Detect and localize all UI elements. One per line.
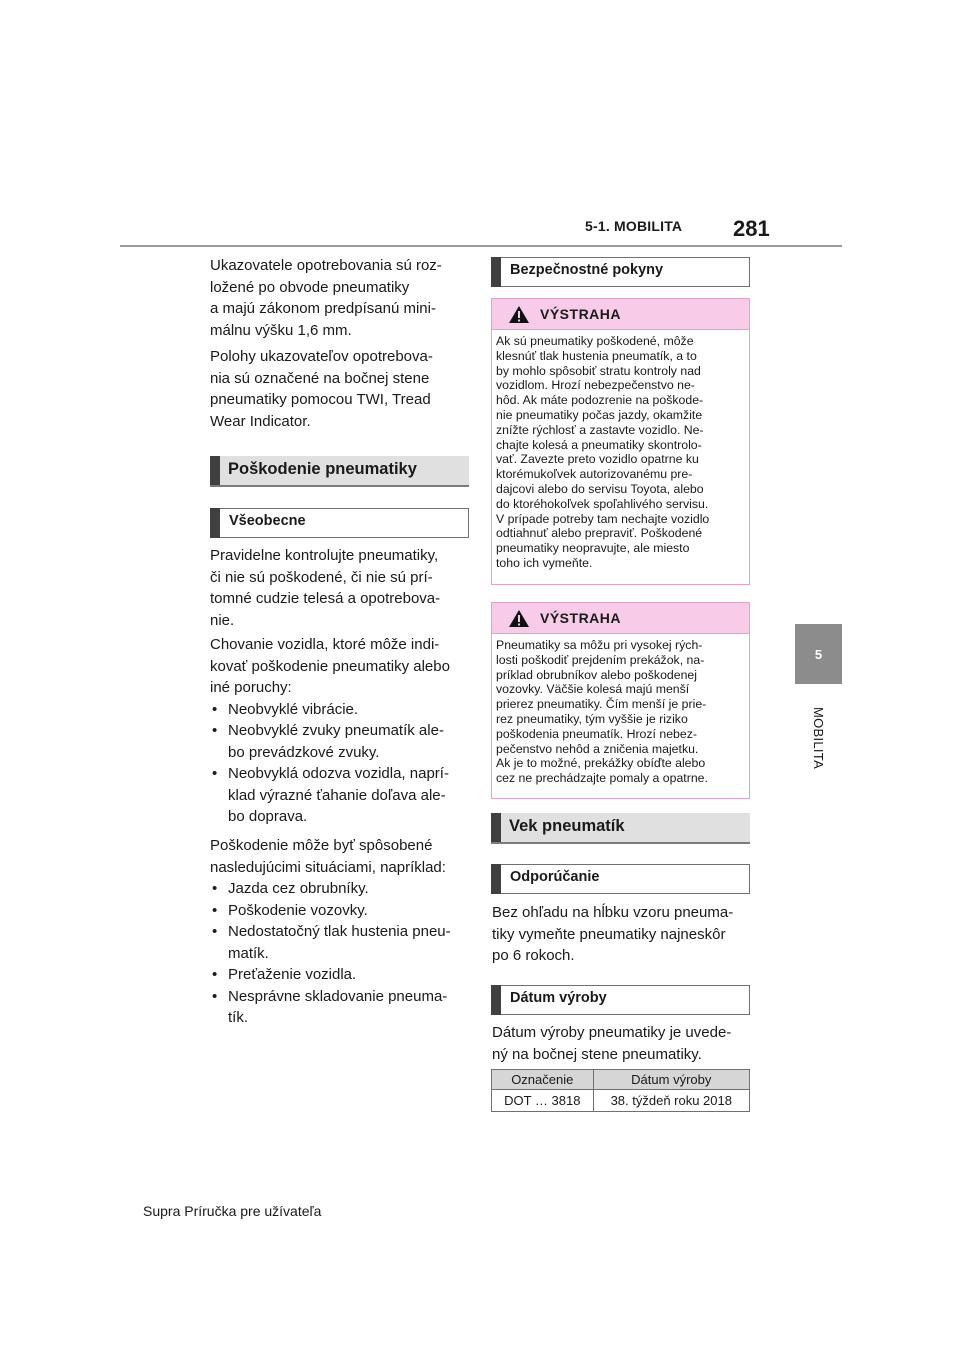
- heading-text: Poškodenie pneumatiky: [228, 460, 417, 478]
- warning-text-line: poškodenia pneumatík. Hrozí nebez-: [496, 726, 697, 741]
- warning-title: VÝSTRAHA: [540, 306, 622, 322]
- text-line: nasledujúcimi situáciami, napríklad:: [210, 858, 446, 876]
- subheading-bar: [491, 985, 501, 1015]
- footer-text: Supra Príručka pre užívateľa: [143, 1203, 322, 1219]
- page-number: 281: [733, 216, 770, 241]
- list-item: [210, 720, 472, 763]
- text-line: bo doprava.: [228, 808, 308, 825]
- subheading-text: Bezpečnostné pokyny: [510, 262, 664, 278]
- warning-box-1: [491, 298, 750, 585]
- warning-text-line: dajcovi alebo do servisu Toyota, alebo: [496, 481, 704, 496]
- text-line: pneumatiky pomocou TWI, Tread: [210, 391, 431, 408]
- text-line: • Nesprávne skladovanie pneuma-: [228, 987, 448, 1005]
- heading-text: Vek pneumatík: [509, 817, 625, 835]
- warning-text: [492, 330, 749, 571]
- section-title: 5-1. MOBILITA: [585, 218, 683, 234]
- heading-tire-damage: [210, 456, 469, 487]
- header-rule: [120, 245, 842, 247]
- list-item: [210, 699, 472, 721]
- heading-bar: [491, 813, 501, 842]
- warning-text-line: hôd. Ak máte podozrenie na poškode-: [496, 393, 704, 408]
- warning-text-line: by mohlo spôsobiť stratu kontroly nad: [496, 363, 701, 378]
- warning-text-line: odtiahnuť alebo prepraviť. Poškodené: [496, 526, 703, 541]
- intro-paragraph-2: [210, 346, 470, 432]
- list-item: [210, 964, 472, 986]
- table-header-cell: Dátum výroby: [593, 1070, 749, 1090]
- warning-text-line: do ktoréhokoľvek spoľahlivého servisu.: [496, 496, 709, 511]
- text-line: Wear Indicator.: [210, 412, 311, 430]
- subheading-bar: [210, 508, 220, 538]
- recommendation-paragraph: [492, 902, 754, 967]
- list-item: [210, 878, 472, 900]
- warning-text-line: ktorémukoľvek autorizovanému pre-: [496, 467, 693, 482]
- heading-bar: [210, 456, 220, 485]
- text-line: bo prevádzkové zvuky.: [228, 743, 380, 761]
- text-line: tík.: [228, 1009, 249, 1026]
- list-item: [210, 900, 472, 922]
- text-line: ložené po obvode pneumatiky: [210, 278, 410, 296]
- chapter-tab: [795, 624, 842, 684]
- text-line: tomné cudzie telesá a opotrebova-: [210, 590, 441, 607]
- table-header-row: [492, 1070, 750, 1090]
- list-item: [210, 986, 472, 1029]
- text-line: • Nedostatočný tlak hustenia pneu-: [228, 923, 451, 940]
- list-item: [210, 921, 472, 964]
- text-line: Polohy ukazovateľov opotrebova-: [210, 348, 433, 365]
- warning-header: [492, 299, 749, 330]
- text-line: Dátum výroby pneumatiky je uvede-: [492, 1024, 732, 1041]
- warning-text-line: rez pneumatiky, tým vyššie je riziko: [496, 711, 688, 726]
- warning-text-line: znížte rýchlosť a zastavte vozidlo. Ne-: [496, 422, 704, 437]
- warning-text-line: klesnúť tlak hustenia pneumatík, a to: [496, 348, 697, 363]
- warning-text-line: Ak sú pneumatiky poškodené, môže: [496, 334, 694, 348]
- warning-text-line: losti poškodiť prejdením prekážok, na-: [496, 652, 705, 667]
- text-line: iné poruchy:: [210, 679, 292, 696]
- text-line: • Jazda cez obrubníky.: [228, 880, 369, 897]
- warning-text-line: Pneumatiky sa môžu pri vysokej rých-: [496, 638, 703, 652]
- warning-text-line: V prípade potreby tam nechajte vozidlo: [496, 511, 710, 526]
- subheading-text: Všeobecne: [229, 513, 306, 529]
- warning-text-line: vozidlom. Hrozí nebezpečenstvo ne-: [496, 378, 695, 393]
- warning-text-line: toho ich vymeňte.: [496, 555, 593, 570]
- text-line: • Neobvyklá odozva vozidla, naprí-: [228, 765, 449, 782]
- list-item: [210, 763, 472, 828]
- warning-text-line: cez ne prechádzajte pomaly a opatrne.: [496, 771, 708, 786]
- table-header-cell: Označenie: [492, 1070, 594, 1090]
- subheading-text: Dátum výroby: [510, 990, 607, 1006]
- text-line: • Preťaženie vozidla.: [228, 966, 357, 983]
- general-paragraph-2: [210, 634, 472, 828]
- subheading-bar: [491, 864, 501, 894]
- text-line: ný na bočnej stene pneumatiky.: [492, 1045, 702, 1063]
- text-line: klad výrazné ťahanie doľava ale-: [228, 786, 446, 804]
- warning-text-line: prierez pneumatiky. Čím menší je prie-: [496, 697, 707, 712]
- text-line: Poškodenie môže byť spôsobené: [210, 837, 433, 854]
- warning-text-line: pneumatiky neopravujte, ale miesto: [496, 541, 690, 556]
- chapter-number: 5: [814, 646, 823, 662]
- text-line: či nie sú poškodené, či nie sú prí-: [210, 568, 433, 586]
- intro-paragraph-1: [210, 255, 470, 341]
- manufacture-date-table: [491, 1069, 750, 1112]
- warning-text-line: chajte kolesá a pneumatiky skontrolo-: [496, 437, 702, 452]
- subheading-general: [210, 508, 469, 538]
- text-line: a majú zákonom predpísanú mini-: [210, 300, 436, 317]
- subheading-text: Odporúčanie: [510, 869, 600, 885]
- text-line: nie.: [210, 611, 235, 629]
- warning-text-line: pečenstvo nehôd a zničenia majetku.: [496, 741, 699, 756]
- subheading-recommendation: [491, 864, 750, 894]
- text-line: kovať poškodenie pneumatiky alebo: [210, 657, 450, 675]
- text-line: nia sú označené na bočnej stene: [210, 369, 430, 387]
- text-line: Chovanie vozidla, ktoré môže indi-: [210, 636, 440, 653]
- text-line: Bez ohľadu na hĺbku vzoru pneuma-: [492, 904, 734, 921]
- text-line: málnu výšku 1,6 mm.: [210, 321, 352, 339]
- warning-triangle-icon: [508, 305, 530, 324]
- table-cell: 38. týždeň roku 2018: [593, 1090, 749, 1112]
- subheading-bar: [491, 257, 501, 287]
- chapter-label: MOBILITA: [811, 706, 826, 770]
- warning-text: [492, 634, 749, 786]
- manufacture-date-paragraph: [492, 1022, 754, 1065]
- warning-triangle-icon: [508, 609, 530, 628]
- text-line: • Neobvyklé zvuky pneumatík ale-: [228, 722, 444, 739]
- warning-text-line: Ak je to možné, prekážky obíďte alebo: [496, 756, 706, 771]
- table-cell: DOT … 3818: [492, 1090, 594, 1112]
- warning-header: [492, 603, 749, 634]
- text-line: matík.: [228, 944, 269, 962]
- causes-paragraph: [210, 835, 472, 1029]
- table-row: [492, 1090, 750, 1112]
- subheading-safety: [491, 257, 750, 287]
- warning-text-line: vozovky. Väčšie kolesá majú menší: [496, 682, 690, 697]
- text-line: tiky vymeňte pneumatiky najneskôr: [492, 925, 726, 943]
- text-line: • Poškodenie vozovky.: [228, 901, 368, 919]
- warning-box-2: [491, 602, 750, 799]
- text-line: po 6 rokoch.: [492, 947, 575, 964]
- general-paragraph-1: [210, 545, 472, 631]
- warning-title: VÝSTRAHA: [540, 610, 622, 626]
- text-line: Ukazovatele opotrebovania sú roz-: [210, 257, 442, 274]
- text-line: Pravidelne kontrolujte pneumatiky,: [210, 547, 439, 564]
- subheading-manufacture-date: [491, 985, 750, 1015]
- warning-text-line: vať. Zavezte preto vozidlo opatrne ku: [496, 452, 699, 467]
- heading-tire-age: [491, 813, 750, 844]
- text-line: • Neobvyklé vibrácie.: [228, 700, 359, 718]
- warning-text-line: príklad obrubníkov alebo poškodenej: [496, 667, 697, 682]
- warning-text-line: nie pneumatiky počas jazdy, okamžite: [496, 407, 703, 422]
